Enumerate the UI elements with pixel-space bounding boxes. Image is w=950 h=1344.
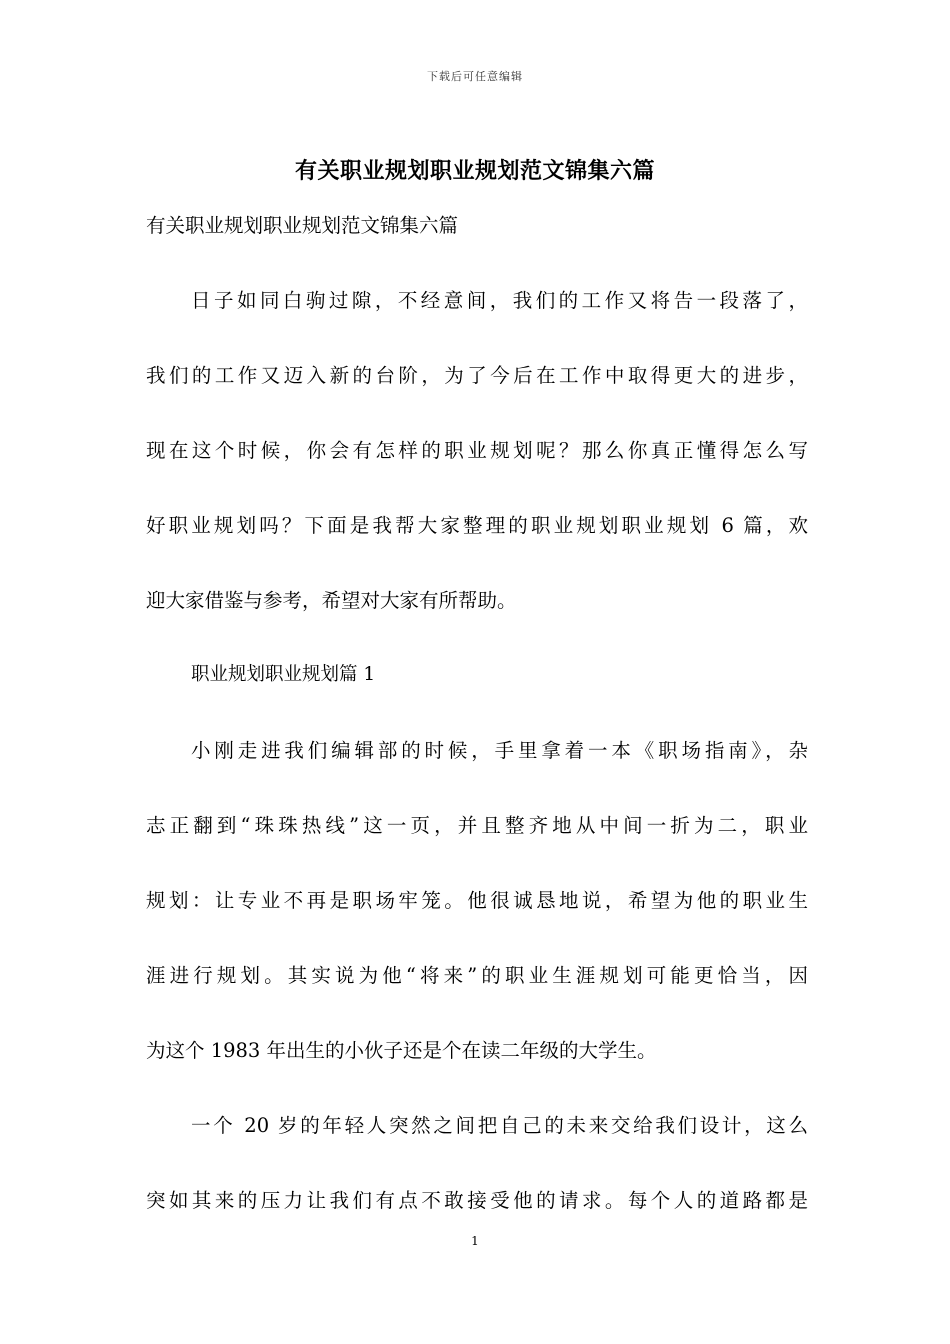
- paragraph-line: 涯进行规划。其实说为他“将来”的职业生涯规划可能更恰当，因: [146, 964, 808, 987]
- section-heading: 职业规划职业规划篇 1: [191, 664, 376, 685]
- paragraph-line: 日子如同白驹过隙，不经意间，我们的工作又将告一段落了，: [191, 289, 808, 312]
- paragraph-line: 突如其来的压力让我们有点不敢接受他的请求。每个人的道路都是: [146, 1189, 808, 1212]
- paragraph-line: 一个 20 岁的年轻人突然之间把自己的未来交给我们设计，这么: [191, 1114, 808, 1137]
- paragraph-line: 现在这个时候，你会有怎样的职业规划呢？那么你真正懂得怎么写: [146, 439, 808, 462]
- header-note: 下载后可任意编辑: [427, 70, 523, 83]
- paragraph-line: 为这个 1983 年出生的小伙子还是个在读二年级的大学生。: [146, 1039, 657, 1062]
- paragraph-line: 规划：让专业不再是职场牢笼。他很诚恳地说，希望为他的职业生: [146, 889, 808, 912]
- page-number: 1: [471, 1234, 479, 1248]
- paragraph-line: 我们的工作又迈入新的台阶，为了今后在工作中取得更大的进步，: [146, 364, 808, 387]
- paragraph-line: 志正翻到“珠珠热线”这一页，并且整齐地从中间一折为二，职业: [146, 814, 808, 837]
- subtitle-line: 有关职业规划职业规划范文锦集六篇: [146, 214, 459, 237]
- paragraph-line: 好职业规划吗？下面是我帮大家整理的职业规划职业规划 6 篇，欢: [146, 514, 808, 537]
- paragraph-line: 小刚走进我们编辑部的时候，手里拿着一本《职场指南》，杂: [191, 739, 808, 762]
- paragraph-line: 迎大家借鉴与参考，希望对大家有所帮助。: [146, 589, 517, 612]
- document-title: 有关职业规划职业规划范文锦集六篇: [294, 158, 655, 184]
